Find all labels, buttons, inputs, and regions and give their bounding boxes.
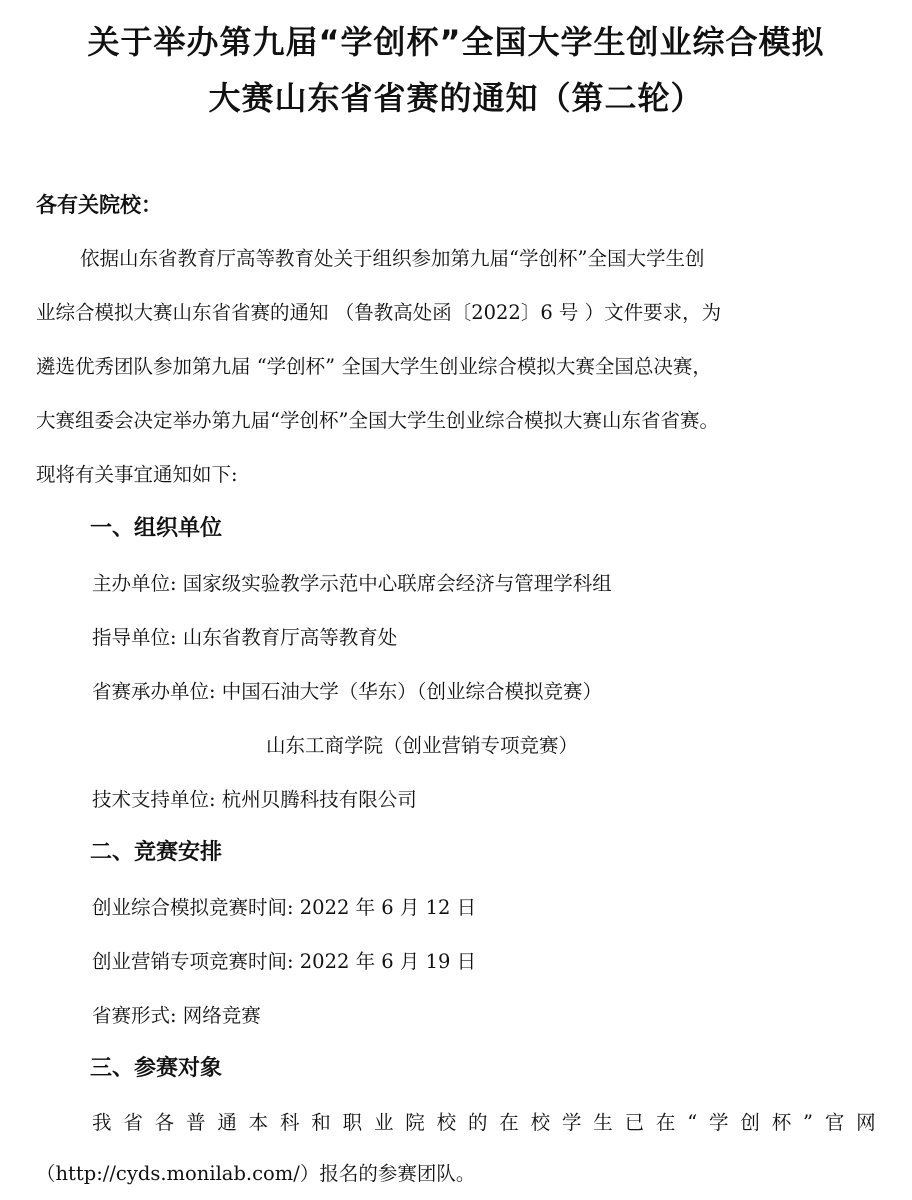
char: 在	[655, 1111, 676, 1134]
section-heading-organizers: 一、组织单位	[90, 516, 223, 541]
char: 官	[824, 1111, 845, 1134]
char: 创	[740, 1111, 760, 1134]
char: 省	[123, 1111, 143, 1134]
char: 校	[530, 1111, 551, 1134]
char: 在	[499, 1111, 519, 1134]
char: 和	[311, 1111, 331, 1134]
char: 杯	[771, 1111, 792, 1134]
char: ”	[803, 1111, 813, 1134]
char: 网	[856, 1111, 876, 1134]
intro-line: 业综合模拟大赛山东省省赛的通知 （鲁教高处函〔2022〕6 号 ）文件要求，为	[36, 301, 722, 324]
char: 学	[561, 1111, 582, 1134]
schedule-comprehensive: 创业综合模拟竞赛时间: 2022 年 6 月 12 日	[92, 896, 477, 919]
char: 我	[92, 1111, 112, 1134]
participants-line-2: （http://cyds.monilab.com/）报名的参赛团队。	[36, 1162, 476, 1185]
char: 已	[624, 1111, 645, 1134]
char: 科	[279, 1111, 300, 1134]
organizer-guide: 指导单位: 山东省教育厅高等教育处	[92, 626, 398, 649]
organizer-provincial-host-2: 山东工商学院（创业营销专项竞赛）	[266, 734, 579, 757]
organizer-provincial-host: 省赛承办单位: 中国石油大学（华东）（创业综合模拟竞赛）	[92, 680, 603, 703]
intro-line: 大赛组委会决定举办第九届“学创杯”全国大学生创业综合模拟大赛山东省省赛。	[36, 409, 719, 432]
char: 本	[248, 1111, 269, 1134]
document-title-line-2: 大赛山东省省赛的通知（第二轮）	[208, 79, 704, 117]
char: “	[687, 1111, 698, 1134]
intro-line: 现将有关事宜通知如下:	[36, 463, 238, 486]
char: 普	[185, 1111, 206, 1134]
char: 各	[154, 1111, 175, 1134]
char: 的	[467, 1111, 488, 1134]
schedule-format: 省赛形式: 网络竞赛	[92, 1004, 261, 1027]
section-heading-schedule: 二、竞赛安排	[90, 840, 223, 865]
intro-line: 依据山东省教育厅高等教育处关于组织参加第九届“学创杯”全国大学生创	[80, 247, 705, 270]
schedule-marketing: 创业营销专项竞赛时间: 2022 年 6 月 19 日	[92, 950, 477, 973]
organizer-tech-support: 技术支持单位: 杭州贝腾科技有限公司	[92, 788, 417, 811]
char: 学	[709, 1111, 729, 1134]
intro-paragraph	[36, 232, 876, 502]
section-heading-participants: 三、参赛对象	[90, 1056, 223, 1081]
char: 业	[373, 1111, 394, 1134]
participants-line-1	[92, 1108, 876, 1138]
char: 职	[342, 1111, 363, 1134]
char: 通	[217, 1111, 237, 1134]
char: 院	[405, 1111, 425, 1134]
intro-line: 遴选优秀团队参加第九届 “学创杯” 全国大学生创业综合模拟大赛全国总决赛，	[36, 355, 712, 378]
char: 生	[593, 1111, 613, 1134]
salutation: 各有关院校：	[36, 193, 162, 217]
document-title-line-1: 关于举办第九届“学创杯”全国大学生创业综合模拟	[87, 23, 825, 61]
organizer-host: 主办单位: 国家级实验教学示范中心联席会经济与管理学科组	[92, 572, 612, 595]
char: 校	[436, 1111, 457, 1134]
